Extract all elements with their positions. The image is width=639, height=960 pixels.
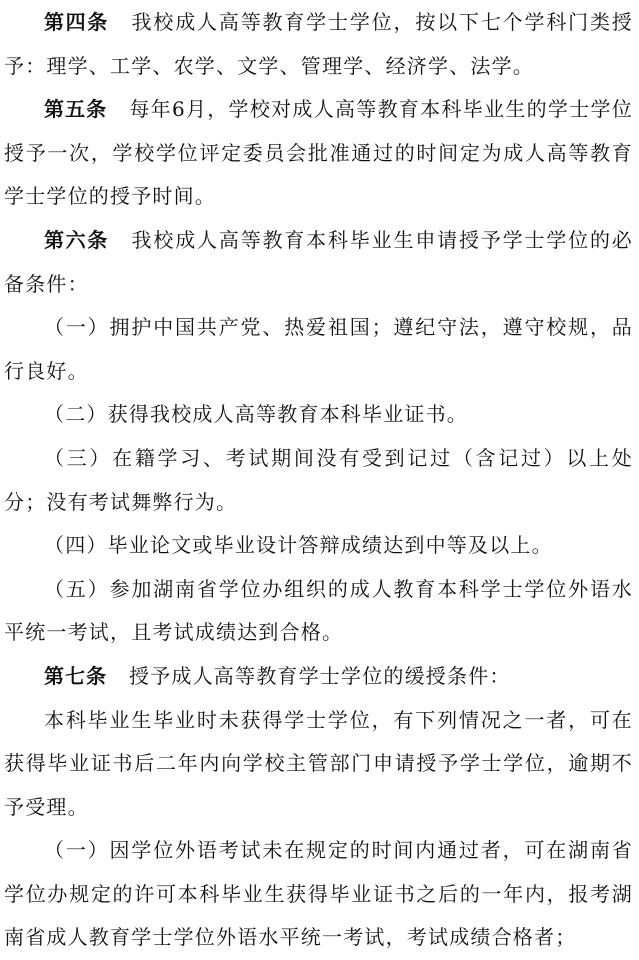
article-number: 第五条 — [44, 97, 108, 122]
paragraph-text: 我校成人高等教育本科毕业生申请授予学士学位的必备条件： — [4, 227, 634, 296]
deferral-item-1 — [4, 829, 633, 960]
paragraph-text: （一）因学位外语考试未在规定的时间内通过者，可在湖南省学位办规定的许可本科毕业生获得毕业证书之后的一年内，报考湖南省成人教育学士学位外语水平统一考试，考试成绩合格者； — [4, 838, 633, 950]
paragraph-text: （五）参加湖南省学位办组织的成人教育本科学士学位外语水平统一考试，且考试成绩达到合格。 — [4, 576, 633, 645]
article-number: 第六条 — [44, 227, 109, 252]
paragraph-text: 每年6月，学校对成人高等教育本科毕业生的学士学位授予一次，学校学位评定委员会批准通过的时间定为成人高等教育学士学位的授予时间。 — [4, 97, 633, 209]
article-number: 第七条 — [44, 663, 107, 688]
article-6-paragraph — [4, 219, 633, 306]
paragraph-text: 授予成人高等教育学士学位的缓授条件： — [129, 663, 511, 688]
article-7-paragraph — [4, 655, 633, 699]
paragraph-text: （四）毕业论文或毕业设计答辩成绩达到中等及以上。 — [44, 533, 553, 558]
paragraph-text: 本科毕业生毕业时未获得学士学位，有下列情况之一者，可在获得毕业证书后二年内向学校主管部门申请授予学士学位，逾期不予受理。 — [4, 707, 633, 819]
article-4-paragraph — [4, 1, 633, 88]
paragraph-text: （一）拥护中国共产党、热爱祖国；遵纪守法，遵守校规，品行良好。 — [4, 315, 633, 383]
article-5-paragraph — [4, 88, 633, 219]
condition-item-2 — [4, 393, 633, 437]
paragraph-text: （三）在籍学习、考试期间没有受到记过（含记过）以上处分；没有考试舞弊行为。 — [4, 445, 633, 514]
condition-item-5 — [4, 568, 633, 655]
deferral-intro-paragraph — [4, 699, 633, 830]
paragraph-text: 我校成人高等教育学士学位，按以下七个学科门类授予：理学、工学、农学、文学、管理学、经济学、法学。 — [4, 10, 634, 78]
condition-item-3 — [4, 437, 633, 524]
paragraph-text: （二）获得我校成人高等教育本科毕业证书。 — [44, 402, 468, 427]
article-number: 第四条 — [44, 10, 109, 34]
condition-item-4 — [4, 524, 633, 568]
condition-item-1 — [4, 306, 633, 393]
